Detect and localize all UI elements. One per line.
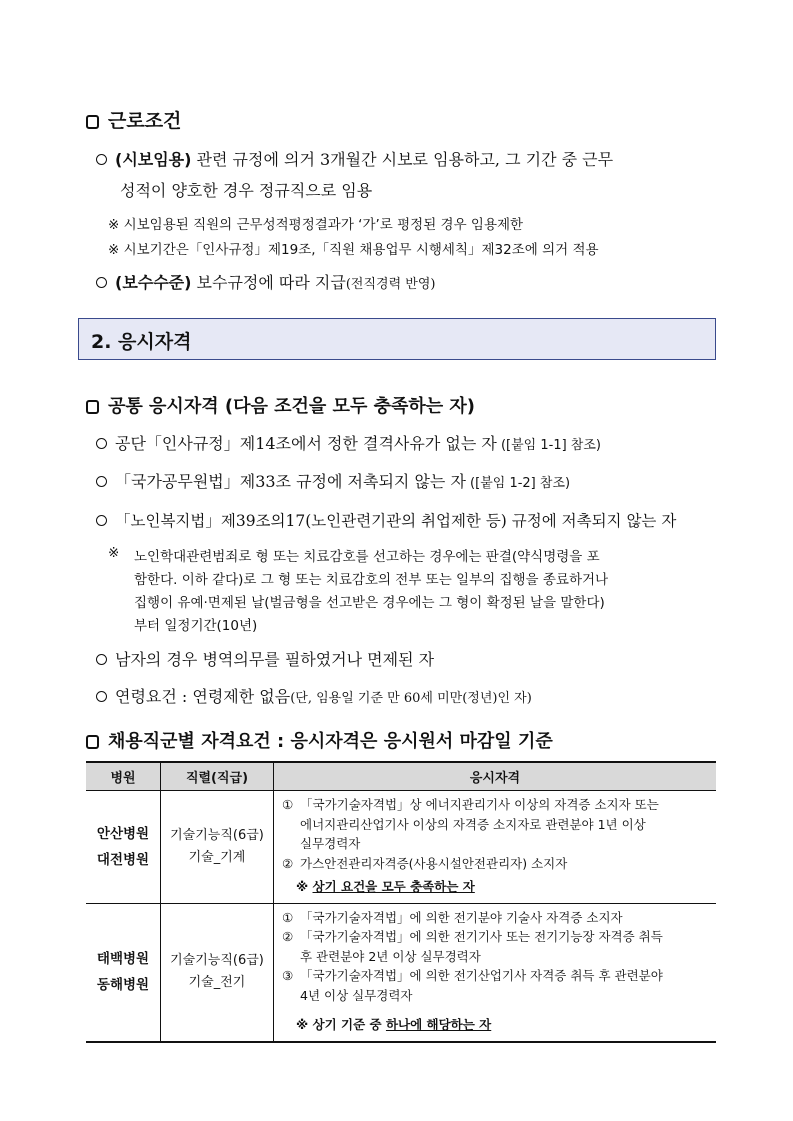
col-header-qualification: 응시자격: [274, 762, 717, 791]
elder-abuse-note-l4: 부터 일정기간(10년): [134, 618, 258, 634]
common-qualification-heading: 공통 응시자격 (다음 조건을 모두 충족하는 자): [86, 392, 475, 418]
circle-bullet-icon: [96, 654, 107, 665]
work-conditions-heading: 근로조건: [86, 106, 181, 133]
common-item-1: 공단「인사규정」제14조에서 정한 결격사유가 없는 자 ([붙임 1-1] 참조): [96, 431, 601, 454]
table-row: [86, 903, 716, 1042]
elder-abuse-note-l3: 집행이 유예·면제된 날(벌금형을 선고받은 경우에는 그 형이 확정된 날을 말한다): [134, 595, 605, 611]
probation-bullet: (시보임용) 관련 규정에 의거 3개월간 시보로 임용하고, 그 기간 중 근무: [96, 147, 613, 170]
elder-abuse-note-l1: 노인학대관련범죄로 형 또는 치료감호를 선고하는 경우에는 판결(약식명령을 포: [134, 549, 600, 565]
qualification-cell: [274, 903, 717, 1042]
common-item-3: 「노인복지법」제39조의17(노인관련기관의 취업제한 등) 규정에 저촉되지 않는 자: [96, 509, 676, 531]
hospital-cell: 태백병원 동해병원: [86, 903, 161, 1042]
probation-note-1: ※ 시보임용된 직원의 근무성적평정결과가 ‘가’로 평정된 경우 임용제한: [108, 217, 524, 233]
checkbox-square-icon: [86, 735, 99, 749]
col-header-position: 직렬(직급): [161, 762, 274, 791]
common-item-2: 「국가공무원법」제33조 규정에 저촉되지 않는 자 ([붙임 1-2] 참조): [96, 469, 570, 492]
common-item-5: 연령요건 : 연령제한 없음(단, 임용일 기준 만 60세 미만(정년)인 자): [96, 684, 532, 707]
common-item-4: 남자의 경우 병역의무를 필하였거나 면제된 자: [96, 647, 434, 670]
position-cell: 기술기능직(6급) 기술_기계: [161, 791, 274, 904]
table-row: [86, 791, 716, 904]
qualification-cell: [274, 791, 717, 904]
elder-abuse-note-l2: 함한다. 이하 같다)로 그 형 또는 치료감호의 전부 또는 일부의 집행을 종료하거나: [134, 572, 609, 588]
probation-note-2: ※ 시보기간은「인사규정」제19조,「직원 채용업무 시행세칙」제32조에 의거 적용: [108, 242, 599, 258]
qualification-item: ① 「국가기술자격법」상 에너지관리기사 이상의 자격증 소지자 또는 에너지관리산업기사 이상의 자격증 소지자로 관련분야 1년 이상 실무경력자: [282, 797, 659, 851]
circle-bullet-icon: [96, 277, 107, 288]
probation-bullet-cont: 성적이 양호한 경우 정규직으로 임용: [120, 181, 373, 200]
circle-bullet-icon: [96, 515, 107, 526]
circle-bullet-icon: [96, 154, 107, 165]
col-header-hospital: 병원: [86, 762, 161, 791]
circle-bullet-icon: [96, 691, 107, 702]
job-qualification-heading: 채용직군별 자격요건 : 응시자격은 응시원서 마감일 기준: [86, 727, 553, 753]
position-cell: 기술기능직(6급) 기술_전기: [161, 903, 274, 1042]
qualification-table: [86, 761, 716, 1043]
qualification-item: ③ 「국가기술자격법」에 의한 전기산업기사 자격증 취득 후 관련분야 4년 이상 실무경력자: [282, 968, 663, 1003]
hospital-cell: 안산병원 대전병원: [86, 791, 161, 904]
table-header-row: [86, 762, 716, 791]
circle-bullet-icon: [96, 438, 107, 449]
qualification-item: ② 「국가기술자격법」에 의한 전기기사 또는 전기기능장 자격증 취득 후 관련분야 2년 이상 실무경력자: [282, 929, 663, 964]
qualification-conclusion: ※ 상기 기준 중 하나에 해당하는 자: [296, 1017, 492, 1032]
checkbox-square-icon: [86, 400, 99, 414]
qualification-conclusion: ※ 상기 요건을 모두 충족하는 자: [296, 879, 475, 894]
elder-abuse-note-mark: ※: [108, 545, 120, 561]
salary-bullet: (보수수준) 보수규정에 따라 지급(전직경력 반영): [96, 270, 435, 293]
section-2-title: 2. 응시자격: [91, 331, 192, 353]
qualification-item: ② 가스안전관리자격증(사용시설안전관리자) 소지자: [282, 855, 568, 871]
circle-bullet-icon: [96, 476, 107, 487]
qualification-item: ① 「국가기술자격법」에 의한 전기분야 기술사 자격증 소지자: [282, 909, 623, 925]
section-2-title-bar: [78, 318, 716, 360]
checkbox-square-icon: [86, 115, 99, 129]
